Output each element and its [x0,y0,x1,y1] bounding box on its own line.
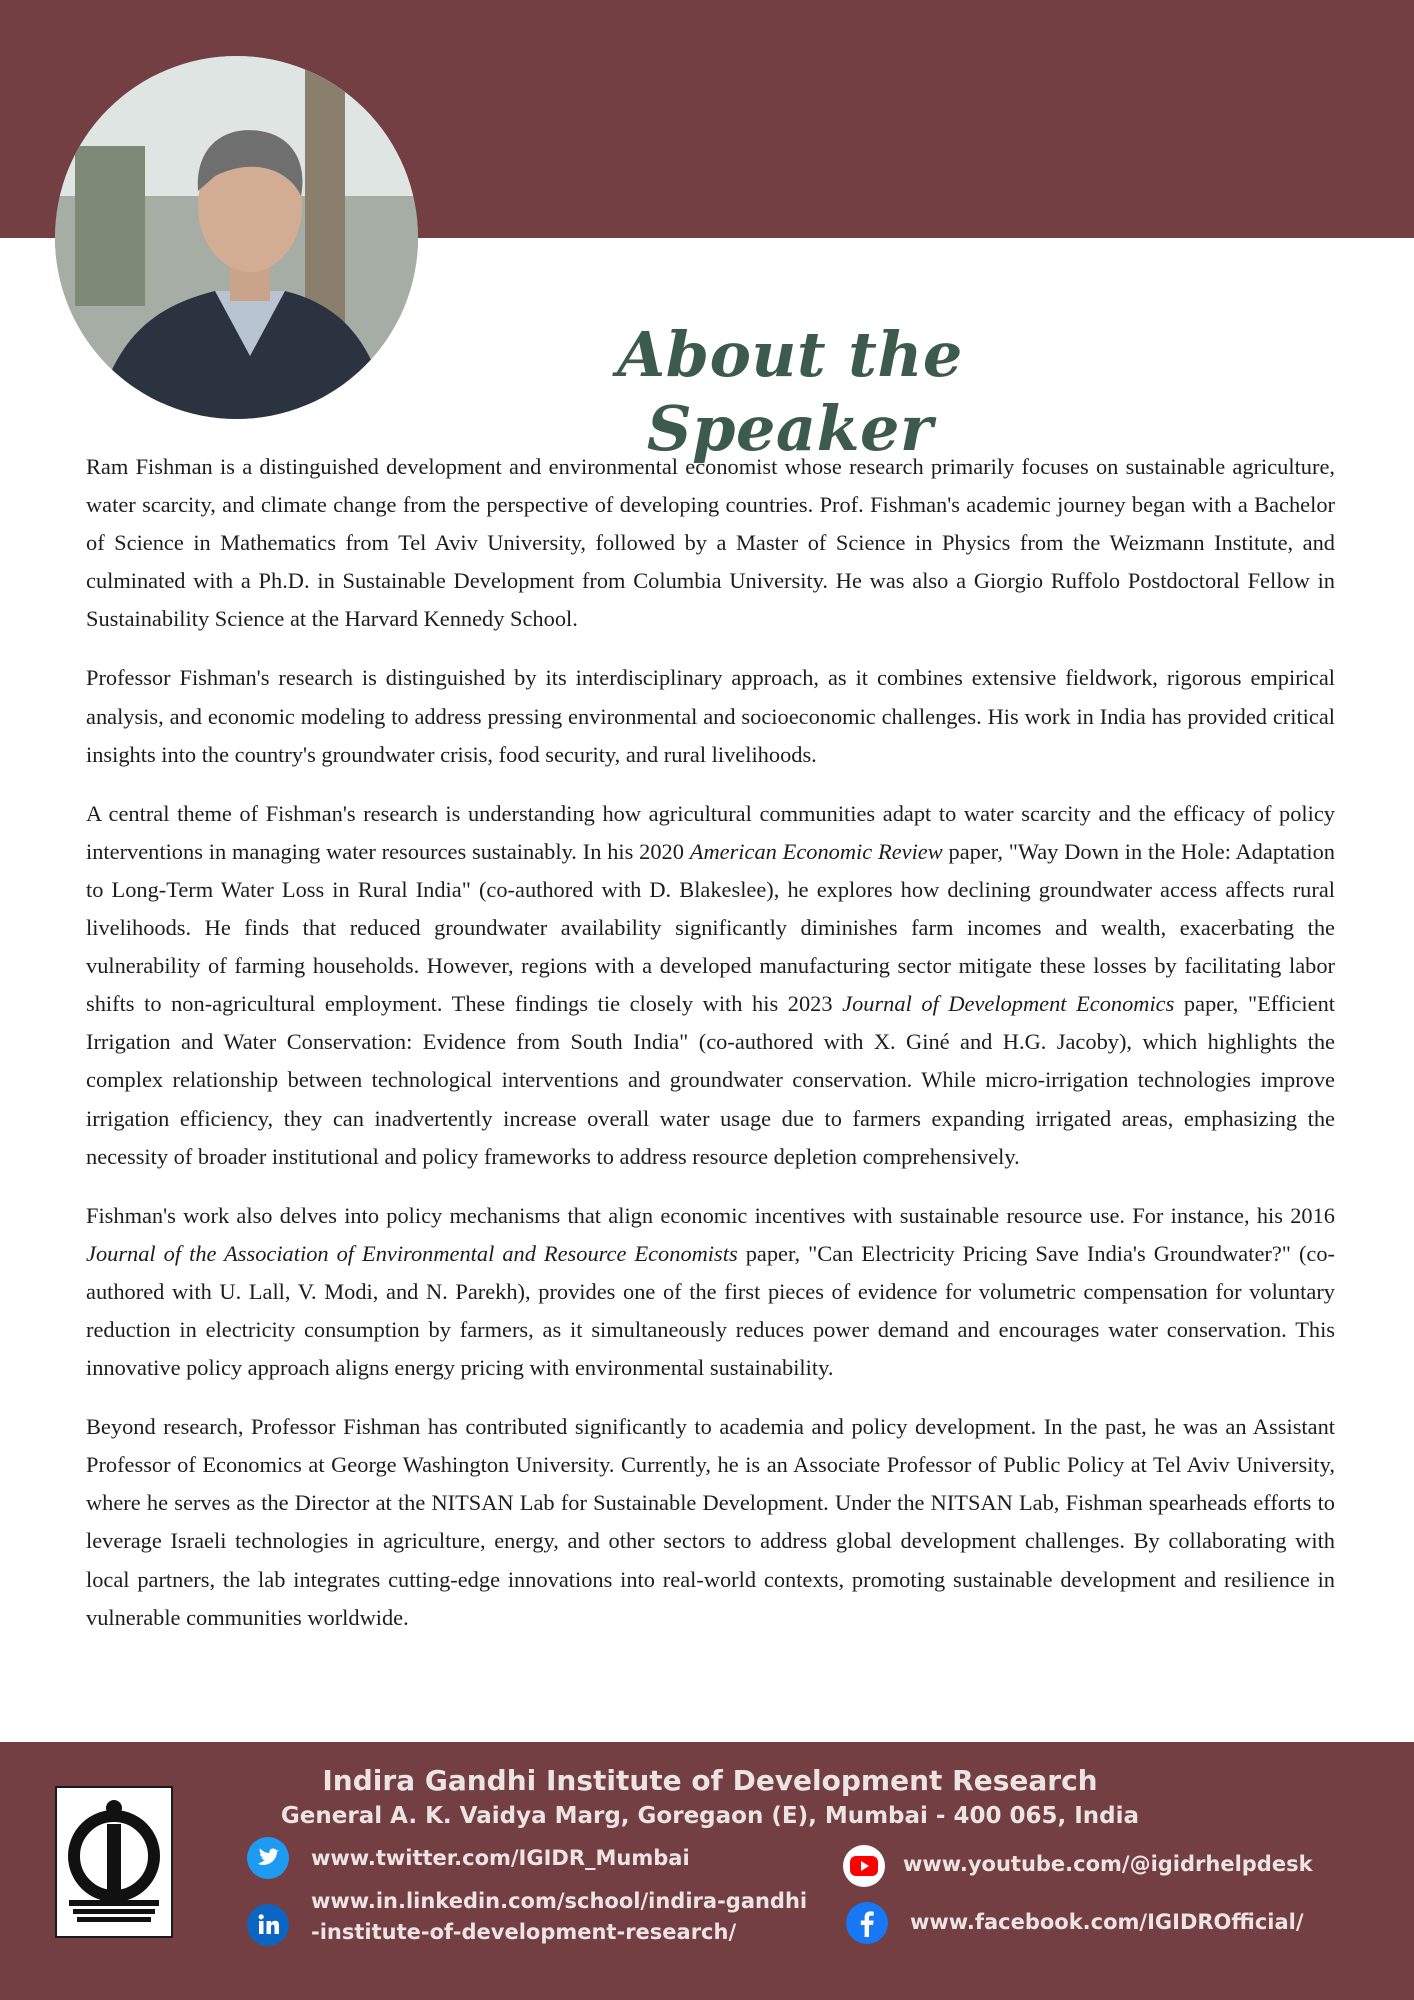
bio-text: paper, "Can Electricity Pricing Save India's Groundwater?" (co-authored with U. Lall, V. Modi, and N. Parekh), provides one of the first pieces of evidence for volumetric compensation for voluntary reduction in electricity consumption by farmers, as it simultaneously reduces power demand and encourages water conservation. This innovative policy approach aligns energy pricing with environmental sustainability. [86,1240,1335,1381]
igidr-logo-icon [57,1788,171,1936]
bio-text: paper, "Efficient Irrigation and Water Conservation: Evidence from South India" (co-authored with X. Giné and H.G. Jacoby), which highlights the complex relationship between technological interventions and groundwater conservation. While micro-irrigation technologies improve irrigation efficiency, they can inadvertently increase overall water usage due to farmers expanding irrigated areas, emphasizing the necessity of broader institutional and policy frameworks to address resource depletion comprehensively. [86,991,1336,1169]
journal-title: Journal of Development Economics [842,991,1175,1017]
speaker-bio [86,448,1335,1658]
bio-paragraph-2: Professor Fishman's research is distinguished by its interdisciplinary approach, as it combines extensive fieldwork, rigorous empirical analysis, and economic modeling to address pressing environmental and socioeconomic challenges. His work in India has provided critical insights into the country's groundwater crisis, food security, and rural livelihoods. [86,665,1335,767]
bio-text: A central theme of Fishman's research is understanding how agricultural communities adapt to water scarcity and the efficacy of policy interventions in managing water resources sustainably. In his 2020 [86,800,1335,864]
speaker-portrait-illustration [55,56,418,419]
igidr-logo [55,1786,173,1938]
linkedin-link-line-1[interactable]: www.in.linkedin.com/school/indira-gandhi [311,1889,808,1913]
twitter-link[interactable]: www.twitter.com/IGIDR_Mumbai [311,1846,690,1870]
youtube-play-icon[interactable] [843,1845,885,1887]
bio-paragraph-3 [86,795,1335,1176]
bio-paragraph-5: Beyond research, Professor Fishman has contributed significantly to academia and policy development. In the past, he was an Assistant Professor of Economics at George Washington University. Currently, he is an Associate Professor of Public Policy at Tel Aviv University, where he serves as the Director at the NITSAN Lab for Sustainable Development. Under the NITSAN Lab, Fishman spearheads efforts to leverage Israeli technologies in agriculture, energy, and other sectors to address global development challenges. By collaborating with local partners, the lab integrates cutting-edge innovations into real-world contexts, promoting sustainable development and resilience in vulnerable communities worldwide. [86,1414,1335,1630]
journal-title: American Economic Review [689,838,943,864]
journal-title: Journal of the Association of Environmental and Resource Economists [86,1240,738,1266]
page-title: About the Speaker [617,318,963,466]
institute-address: General A. K. Vaidya Marg, Goregaon (E), Mumbai - 400 065, India [280,1803,1140,1829]
twitter-bird-icon[interactable] [247,1837,289,1879]
bio-paragraph-4 [86,1197,1335,1387]
linkedin-link-line-2[interactable]: -institute-of-development-research/ [311,1920,737,1944]
linkedin-icon[interactable] [247,1904,289,1946]
bio-text: paper, "Way Down in the Hole: Adaptation to Long-Term Water Loss in Rural India" (co-authored with D. Blakeslee), he explores how declining groundwater access affects rural livelihoods. He finds that reduced groundwater availability significantly diminishes farm incomes and wealth, exacerbating the vulnerability of farming households. However, regions with a developed manufacturing sector mitigate these losses by facilitating labor shifts to non-agricultural employment. These findings tie closely with his 2023 [86,838,1335,1017]
institute-name: Indira Gandhi Institute of Development Research [322,1764,1098,1797]
facebook-link[interactable]: www.facebook.com/IGIDROfficial/ [910,1910,1304,1934]
bio-paragraph-1: Ram Fishman is a distinguished development and environmental economist whose research primarily focuses on sustainable agriculture, water scarcity, and climate change from the perspective of developing countries. Prof. Fishman's academic journey began with a Bachelor of Science in Mathematics from Tel Aviv University, followed by a Master of Science in Physics from the Weizmann Institute, and culminated with a Ph.D. in Sustainable Development from Columbia University. He was also a Giorgio Ruffolo Postdoctoral Fellow in Sustainability Science at the Harvard Kennedy School. [86,454,1335,632]
speaker-photo [55,56,418,419]
linkedin-link[interactable] [311,1886,807,1948]
facebook-icon[interactable] [846,1902,888,1944]
bio-text: Fishman's work also delves into policy mechanisms that align economic incentives with sustainable resource use. For instance, his 2016 [86,1202,1335,1228]
youtube-link[interactable]: www.youtube.com/@igidrhelpdesk [903,1852,1313,1876]
